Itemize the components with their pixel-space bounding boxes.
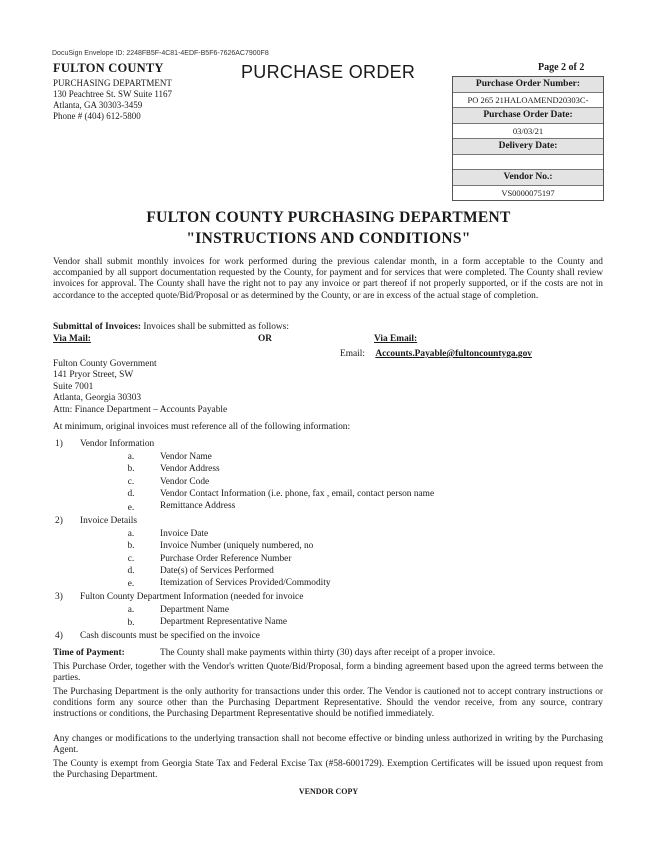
item-text: Invoice Number (uniquely numbered, no — [160, 541, 314, 551]
mail-line: Fulton County Government — [53, 359, 157, 369]
section-title: Cash discounts must be specified on the invoice — [80, 631, 260, 641]
terms-paragraph: This Purchase Order, together with the Vendor's written Quote/Bid/Proposal, form a binding agreement based upon the agreed terms between the parties. — [53, 662, 603, 684]
mail-address — [53, 359, 227, 416]
vendor-no-value: VS0000075197 — [501, 188, 555, 198]
sender-address — [53, 78, 172, 122]
item-text: Department Representative Name — [160, 617, 288, 627]
vendor-copy-footer: VENDOR COPY — [298, 787, 359, 796]
section-title: Vendor Information — [80, 439, 155, 449]
item-text: Vendor Name — [160, 452, 212, 462]
page-number: Page 2 of 2 — [538, 62, 585, 73]
item-letter: b. — [127, 618, 135, 628]
intro-paragraph: Vendor shall submit monthly invoices for work performed during the previous calendar month, in a form acceptable to the County and accompanied by all support documentation requested by the County, for payment and for services that were completed. The County shall review invoices for approval. The County shall have the right not to pay any invoice or part thereof if not properly supported, or if the costs are not in accordance to the accepted quote/Bid/Proposal or as determined by the County, or are in excess of the actual stage of completion. — [53, 257, 603, 301]
item-letter: a. — [127, 452, 135, 462]
po-number-label: Purchase Order Number: — [453, 77, 603, 93]
item-letter: e. — [127, 503, 135, 513]
sender-street: 130 Peachtree St. SW Suite 1167 — [53, 89, 172, 99]
item-letter: e. — [127, 579, 135, 589]
section-number: 1) — [55, 439, 63, 449]
section-number: 4) — [55, 631, 63, 641]
item-text: Vendor Address — [160, 464, 220, 474]
submittal-text: Invoices shall be submitted as follows: — [143, 322, 289, 332]
document-title: PURCHASE ORDER — [241, 62, 416, 82]
item-text: Purchase Order Reference Number — [160, 554, 292, 564]
tax-exempt-paragraph: The County is exempt from Georgia State Tax and Federal Excise Tax (#58-6001729). Exemption Certificates will be issued upon request from the Purchasing Department. — [53, 759, 603, 781]
item-letter: d. — [127, 489, 135, 499]
item-text: Date(s) of Services Performed — [160, 566, 274, 576]
item-letter: b. — [127, 541, 135, 551]
delivery-date-label: Delivery Date: — [453, 139, 603, 155]
item-letter: d. — [127, 566, 135, 576]
mail-line: Attn: Finance Department – Accounts Payable — [53, 404, 228, 415]
authority-paragraph: The Purchasing Department is the only authority for transactions under this order. The Vendor is cautioned not to accept contrary instructions or conditions form any source other than the Purchasing Department Representative. Should the vendor receive, from any source, contrary instructions or conditions, the Purchasing Department Representative should be notified immediately. — [53, 687, 603, 720]
via-email-label: Via Email: — [374, 334, 418, 344]
item-letter: c. — [127, 477, 135, 487]
or-label: OR — [258, 334, 273, 344]
sender-dept: PURCHASING DEPARTMENT — [53, 78, 172, 88]
section-number: 2) — [55, 516, 63, 526]
email-label: Email: — [340, 349, 365, 359]
item-letter: b. — [127, 464, 135, 474]
min-reference-text: At minimum, original invoices must reference all of the following information: — [53, 422, 351, 432]
po-date-label: Purchase Order Date: — [453, 108, 603, 124]
via-mail-label: Via Mail: — [53, 334, 91, 344]
submittal-row — [53, 322, 289, 332]
vendor-no-label: Vendor No.: — [453, 170, 603, 186]
item-text: Invoice Date — [160, 529, 209, 539]
docusign-envelope-id: DocuSign Envelope ID: 2248FB5F-4C81-4EDF-B5F6-7626AC7900F8 — [52, 50, 269, 57]
item-text: Itemization of Services Provided/Commodity — [160, 578, 331, 588]
payment-label: Time of Payment: — [53, 648, 125, 658]
po-number-value: PO 265 21HALOAMEND20303C- — [453, 93, 603, 108]
item-text: Vendor Contact Information (i.e. phone, fax , email, contact person name — [160, 489, 435, 499]
sender-name: FULTON COUNTY — [53, 61, 164, 75]
mail-line: Atlanta, Georgia 30303 — [53, 393, 142, 404]
section-number: 3) — [55, 592, 63, 602]
item-letter: a. — [127, 605, 135, 615]
changes-paragraph: Any changes or modifications to the underlying transaction shall not become effective or binding unless authorized in writing by the Purchasing Agent. — [53, 734, 603, 756]
item-text: Department Name — [160, 605, 229, 615]
email-link[interactable]: Accounts.Payable@fultoncountyga.gov — [375, 349, 532, 359]
section-title: Invoice Details — [80, 516, 138, 526]
mail-line: Suite 7001 — [53, 381, 94, 392]
payment-text: The County shall make payments within thirty (30) days after receipt of a proper invoice. — [160, 648, 496, 658]
sender-phone: Phone # (404) 612-5800 — [53, 111, 141, 121]
item-text: Remittance Address — [160, 501, 236, 511]
delivery-date-value — [453, 155, 603, 170]
item-letter: a. — [127, 529, 135, 539]
section-title: Fulton County Department Information (needed for invoice — [80, 592, 304, 602]
item-text: Vendor Code — [160, 477, 210, 487]
heading-line-1: FULTON COUNTY PURCHASING DEPARTMENT — [146, 209, 511, 226]
heading-line-2: "INSTRUCTIONS AND CONDITIONS" — [186, 230, 471, 247]
sender-city: Atlanta, GA 30303-3459 — [53, 100, 143, 110]
submittal-label: Submittal of Invoices: — [53, 322, 142, 332]
po-date-value: 03/03/21 — [453, 124, 603, 139]
email-row — [340, 349, 532, 359]
po-info-box — [452, 76, 604, 201]
mail-line: 141 Pryor Street, SW — [53, 370, 134, 381]
item-letter: c. — [127, 554, 135, 564]
